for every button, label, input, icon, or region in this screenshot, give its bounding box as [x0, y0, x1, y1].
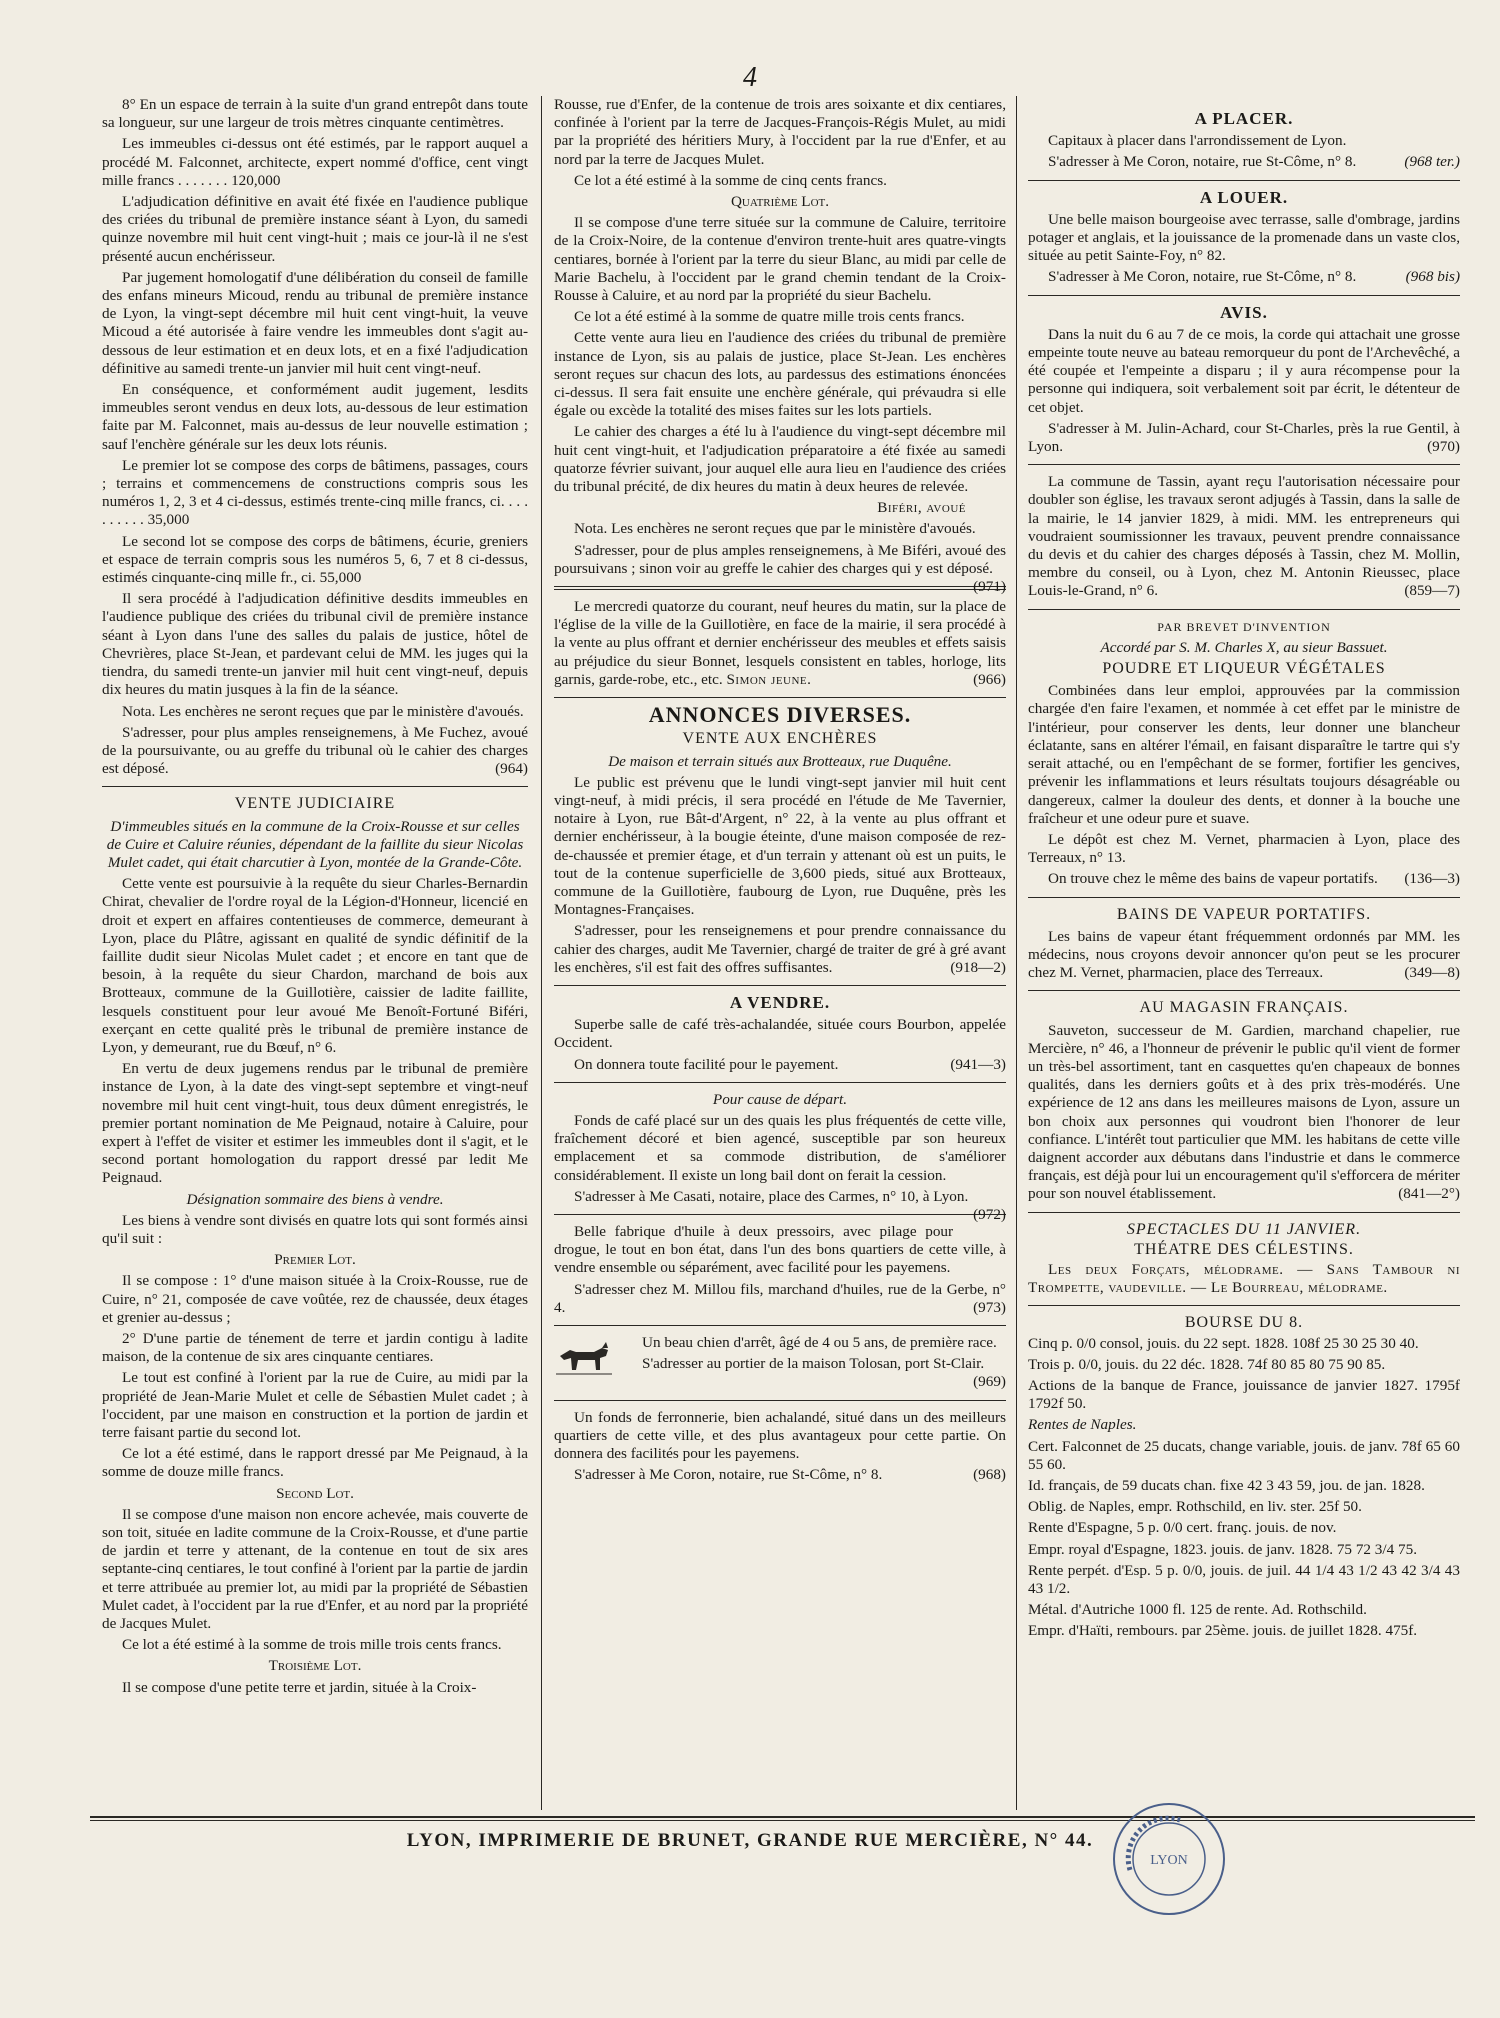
paragraph: Il se compose d'une maison non encore achevée, mais couverte de son toit, située en ladite commune de la Croix-Rousse, et d'une partie de jardin et terre y attenant, de la contenue en tout de six ares septante-cinq centiares, le tout confiné à l'orient par la partie de jardin et terre attribuée au premier lot, au midi par la propriété de Sébastien Mulet cadet, à l'occident par la rue d'Enfer, et au nord par la propriété de Jacques Mulet.: [102, 1505, 528, 1633]
lot-heading: Troisième Lot.: [268, 1657, 362, 1675]
ad-reference: (968): [973, 1466, 1006, 1484]
separator: [554, 1400, 1006, 1401]
paragraph: [554, 541, 1006, 596]
lot-heading: Premier Lot.: [274, 1251, 356, 1269]
library-stamp: [1110, 1800, 1228, 1918]
paragraph: [554, 1187, 1006, 1223]
paragraph: [1028, 928, 1460, 983]
column-rule-2: [1016, 96, 1017, 1810]
ad-reference: (970): [1427, 438, 1460, 456]
separator: [554, 589, 1006, 590]
bottom-rule: [90, 1816, 1475, 1818]
paragraph-text: S'adresser chez M. Millou fils, marchand d'huiles, rue de la Gerbe, n° 4.: [554, 1280, 1006, 1316]
section-title: THÉATRE DES CÉLESTINS.: [1134, 1240, 1354, 1258]
bourse-line: Métal. d'Autriche 1000 fl. 125 de rente. Ad. Rothschild.: [1028, 1601, 1367, 1619]
separator: [1028, 897, 1460, 898]
ad-kicker: PAR BREVET D'INVENTION: [1157, 619, 1331, 634]
signature-text: Simon jeune.: [726, 670, 812, 688]
separator: [1028, 464, 1460, 465]
paragraph: En conséquence, et conformément audit jugement, lesdits immeubles seront vendus en deux lots, au-dessous de leur estimation faite par M. Falconnet, mais au-dessus de leur nouvelle estimation ; sauf l'enchère générale sur les deux lots réunis.: [102, 381, 528, 453]
ad-reference: (964): [495, 760, 528, 778]
bourse-line: Trois p. 0/0, jouis. du 22 déc. 1828. 74f 80 85 80 75 90 85.: [1028, 1355, 1386, 1373]
paragraph-text: Le mercredi quatorze du courant, neuf heures du matin, sur la place de l'église de la ville de la Guillotière, en face de la mairie, il sera procédé à la vente au plus offrant et dernier enchérisseur des meubles et effets saisis au préjudice du sieur Bonnet, lesquels consistent en tables, horloge, lits garnis, garde-robe, etc., etc.: [554, 598, 1006, 688]
ad-title: A PLACER.: [1194, 109, 1294, 128]
paragraph: Ce lot a été estimé, dans le rapport dressé par Me Peignaud, à la somme de douze mille francs.: [102, 1445, 528, 1481]
paragraph: 2° D'une partie de ténement de terre et jardin contigu à ladite maison, de la contenue de six ares cinquante centiares.: [102, 1330, 528, 1366]
paragraph: Le cahier des charges a été lu à l'audience du vingt-sept décembre mil huit cent vingt-huit, et l'adjudication préparatoire a été fixée au samedi quatorze février suivant, jour auquel elle aura lieu en l'audience des criées du tribunal précité, de dix heures du matin à deux heures de relevée.: [554, 423, 1006, 496]
paragraph-text: S'adresser au portier de la maison Tolosan, port St-Clair.: [642, 1355, 985, 1373]
ad-reference: (918—2): [950, 958, 1006, 976]
paragraph: Combinées dans leur emploi, approuvées par la commission chargée d'en faire l'examen, et nommée à cet effet par le ministre de l'intérieur, pour conserver les dents, leur donner une blancheur éclatante, sans en altérer l'émail, en faisant disparaître le tartre qui s'y serait attaché, ou en l'empêchant de se former, fortifier les gencives, prévenir les inflammations et leurs résultats toujours désagréable ou dangereux, calmer la douleur des dents, et donner à la bouche une fraîcheur et une odeur pure et suave.: [1028, 682, 1460, 827]
paragraph: [554, 1466, 1006, 1484]
paragraph: [1028, 1022, 1460, 1204]
paragraph: [554, 922, 1006, 977]
section-title: VENTE JUDICIAIRE: [234, 795, 396, 813]
signature: [554, 499, 1006, 517]
ad-reference: (972): [973, 1205, 1006, 1223]
bottom-rule: [90, 1820, 1475, 1821]
ad-reference: (966): [973, 670, 1006, 688]
paragraph: Une belle maison bourgeoise avec terrasse, salle d'ombrage, jardins potager et anglais, et la jouissance de la promenade dans un vaste clos, située au petit Sainte-Foy, n° 82.: [1028, 210, 1460, 265]
ad-reference: (968 ter.): [1404, 153, 1460, 171]
paragraph: Par jugement homologatif d'une délibération du conseil de famille des enfans mineurs Micoud, rendu au tribunal de première instance de Lyon, la vingt-sept décembre mil huit cent vingt-huit, la veuve Micoud a été autorisée à faire vendre les immeubles dont s'agit au-dessous de leur estimation et en deux lots, et en a fixé l'adjudication définitive au samedi trente-un janvier mil huit cent vingt-neuf.: [102, 268, 528, 377]
paragraph-text: S'adresser, pour de plus amples renseignemens, à Me Biféri, avoué des poursuivans ; sinon voir au greffe le cahier des charges qui y est déposé.: [554, 541, 1006, 577]
paragraph: [1028, 420, 1460, 456]
ad-reference: (136—3): [1404, 870, 1460, 888]
subheading: Désignation sommaire des biens à vendre.: [186, 1190, 444, 1208]
bourse-line: Empr. royal d'Espagne, 1823. jouis. de janv. 1828. 75 72 3/4 75.: [1028, 1540, 1417, 1558]
paragraph: Les biens à vendre sont divisés en quatre lots qui sont formés ainsi qu'il suit :: [102, 1211, 528, 1247]
separator: [1028, 1305, 1460, 1306]
paragraph: Le second lot se compose des corps de bâtimens, écurie, greniers et espace de terrain compris sous les numéros 5, 6, 7 et 8 ci-dessus, estimés cinquante-cinq mille fr., ci. 55,000: [102, 532, 528, 587]
paragraph: L'adjudication définitive en avait été fixée en l'audience publique des criées du tribunal de première instance séant à Lyon, du samedi quinze novembre mil huit cent vingt-huit ; mais ce jour-là il ne s'est présenté aucun enchérisseur.: [102, 193, 528, 265]
paragraph-text: Les bains de vapeur étant fréquemment ordonnés par MM. les médecins, nous croyons devoir annoncer qu'on peut se les procurer chez M. Vernet, pharmacien, place des Terreaux.: [1028, 927, 1460, 982]
nota: Nota. Les enchères ne seront reçues que par le ministère d'avoués.: [122, 702, 524, 720]
ad-title: AU MAGASIN FRANÇAIS.: [1139, 999, 1349, 1017]
dog-icon: [554, 1336, 614, 1378]
paragraph: Il se compose d'une terre située sur la commune de Caluire, territoire de la Croix-Noire, de la contenue d'environ trente-huit ares quatre-vingts centiares, bornée à l'orient par la terre du sieur Blanc, au midi par celle de Marie Bachelu, à l'occident par le grand chemin tendant de la Croix-Rousse à Caluire, et au nord par la propriété du sieur Bachelu.: [554, 214, 1006, 305]
paragraph-text: S'adresser à Me Coron, notaire, rue St-Côme, n° 8.: [1048, 153, 1357, 171]
paragraph: Il se compose : 1° d'une maison située à la Croix-Rousse, rue de Cuire, n° 21, composée de cave voûtée, rez de chaussée, deux étages et grenier au-dessus ;: [102, 1272, 528, 1326]
ad-title: BAINS DE VAPEUR PORTATIFS.: [1116, 905, 1372, 923]
paragraph-text: S'adresser à Me Casati, notaire, place des Carmes, n° 10, à Lyon.: [574, 1187, 969, 1205]
lot-heading: Second Lot.: [276, 1484, 354, 1502]
column-2: [554, 96, 1006, 1816]
paragraph-text: On donnera toute facilité pour le payement.: [574, 1055, 839, 1073]
paragraph-text: S'adresser, pour les renseignemens et pour prendre connaissance du cahier des charges, audit Me Tavernier, chargé de traiter de gré à gré avant les enchères, s'il est fait des offres suffisantes.: [554, 922, 1006, 976]
paragraph: Belle fabrique d'huile à deux pressoirs, avec pilage pour drogue, le tout en bon état, dans l'un des bons quartiers de cette ville, à vendre ensemble ou séparément, avec facilité pour les payemens.: [554, 1222, 1006, 1277]
paragraph: Le public est prévenu que le lundi vingt-sept janvier mil huit cent vingt-neuf, à midi précis, il sera procédé en l'étude de Me Tavernier, notaire à Lyon, rue Bât-d'Argent, n° 22, à la vente au plus offrant et dernier enchérisseur, à la bougie éteinte, d'une maison composée de rez-de-chaussée et premier étage, et d'un terrain y attenant où est un puits, le tout de la contenue superficielle de 3,600 pieds, situé aux Brotteaux, commune de la Guillotière, faubourg de Lyon, rue Duquêne, près les Montagnes-Françaises.: [554, 773, 1006, 919]
section-title: BOURSE DU 8.: [1184, 1314, 1304, 1332]
separator: [554, 586, 1006, 587]
paragraph: Les immeubles ci-dessus ont été estimés, par le rapport auquel a procédé M. Falconnet, architecte, expert nommé d'office, cent vingt mille francs . . . . . . . 120,000: [102, 135, 528, 189]
ad-reference: (968 bis): [1405, 268, 1460, 286]
paragraph: Dans la nuit du 6 au 7 de ce mois, la corde qui attachait une grosse empeinte toute neuve au bateau remorqueur du pont de l'Archevêché, a été coupée et l'empeinte a disparu ; il y aura récompense pour la personne qui indiquera, soit verbalement soit par écrit, le détenteur de cet objet.: [1028, 325, 1460, 416]
paragraph: Fonds de café placé sur un des quais les plus fréquentés de cette ville, fraîchement décoré et bien agencé, susceptible par son heureux emplacement et sa commode distribution, de s'améliorer considérablement. Il existe un long bail dont on ferait la cession.: [554, 1111, 1006, 1184]
paragraph: Un beau chien d'arrêt, âgé de 4 ou 5 ans, de première race.: [642, 1333, 997, 1351]
paragraph: Cette vente aura lieu en l'audience des criées du tribunal de première instance de Lyon, sis au palais de justice, place St-Jean. Les enchères seront reçues sur chacun des lots, au pardessus des estimations énoncées ci-dessus. Il sera fait ensuite une enchère générale, qui prévaudra si elle égale ou excède la totalité des mises faites sur les lots partiels.: [554, 329, 1006, 420]
bourse-line: Oblig. de Naples, empr. Rothschild, en liv. ster. 25f 50.: [1028, 1498, 1362, 1516]
separator: [554, 1214, 1006, 1215]
bourse-line: Empr. d'Haïti, rembours. par 25ème. jouis. de juillet 1828. 475f.: [1028, 1622, 1418, 1640]
bourse-line: Actions de la banque de France, jouissance de janvier 1827. 1795f 1792f 50.: [1028, 1376, 1460, 1413]
paragraph-text: S'adresser à Me Coron, notaire, rue St-Côme, n° 8.: [574, 1466, 883, 1484]
paragraph: Le premier lot se compose des corps de bâtimens, passages, cours ; terrains et commencemens de constructions compris sous les numéros 1, 2, 3 et 4 ci-dessus, estimés trente-cinq mille francs, ci. . . . . . . . . . 35,000: [102, 456, 528, 529]
bourse-line: Cert. Falconnet de 25 ducats, change variable, jouis. de janv. 78f 65 60 55 60.: [1028, 1437, 1460, 1473]
column-rule-1: [541, 96, 542, 1810]
ad-title: A VENDRE.: [729, 992, 831, 1012]
separator: [1028, 990, 1460, 991]
separator: [1028, 295, 1460, 296]
paragraph: [1028, 153, 1460, 171]
ad-title: A LOUER.: [1199, 187, 1289, 207]
paragraph-text: S'adresser à M. Julin-Achard, cour St-Charles, près la rue Gentil, à Lyon.: [1028, 419, 1460, 456]
page-number: 4: [743, 62, 757, 93]
section-title: SPECTACLES DU 11 JANVIER.: [1126, 1220, 1362, 1238]
paragraph: Ce lot a été estimé à la somme de quatre mille trois cents francs.: [574, 308, 965, 326]
section-subtitle: D'immeubles situés en la commune de la Croix-Rousse et sur celles de Cuire et Caluire réunies, dépendant de la faillite du sieur Nicolas Mulet cadet, qui était charcutier à Lyon, montée de la Grande-Côte.: [106, 817, 524, 871]
ad-subtitle: Accordé par S. M. Charles X, au sieur Bassuet.: [1100, 638, 1388, 656]
paragraph-text: La commune de Tassin, ayant reçu l'autorisation nécessaire pour doubler son église, les travaux seront adjugés à Tassin, dans la salle de la mairie, le 14 janvier 1829, à midi. MM. les entrepreneurs qui voudraient soumissionner les travaux, peuvent prendre connaissance du devis et du cahier des charges déposés à Tassin, chez M. Mollin, membre du conseil, ou à Lyon, chez M. Antonin Rieussec, place Louis-le-Grand, n° 6.: [1028, 473, 1460, 600]
separator: [1028, 1212, 1460, 1213]
separator: [554, 1082, 1006, 1083]
lot-heading: Quatrième Lot.: [730, 193, 830, 211]
paragraph: [554, 598, 1006, 689]
signature-text: Biféri, avoué: [877, 499, 966, 517]
bourse-line: Rente perpét. d'Esp. 5 p. 0/0, jouis. de juil. 44 1/4 43 1/2 43 42 3/4 43 43 1/2.: [1028, 1561, 1460, 1598]
ad-reference: (859—7): [1404, 582, 1460, 600]
ad-reference: (971): [973, 578, 1006, 596]
paragraph: Rousse, rue d'Enfer, de la contenue de trois ares soixante et dix centiares, confinée à l'orient par la terre de Jacques-François-Régis Mulet, au midi par la propriété des héritiers Mury, à l'occident par la rue d'Enfer, et au nord par la terre de Jacques Mulet.: [554, 96, 1006, 168]
separator: [1028, 609, 1460, 610]
paragraph: Ce lot a été estimé à la somme de trois mille trois cents francs.: [122, 1636, 502, 1654]
ad-title: AVIS.: [1220, 302, 1268, 322]
separator: [554, 985, 1006, 986]
ad-subtitle: De maison et terrain situés aux Brotteaux, rue Duquêne.: [608, 752, 952, 770]
ad-reference: (941—3): [950, 1055, 1006, 1073]
paragraph: [554, 1355, 1006, 1391]
separator: [102, 786, 528, 787]
ad-reference: (969): [973, 1373, 1006, 1391]
paragraph: [1028, 870, 1460, 888]
bourse-line: Cinq p. 0/0 consol, jouis. du 22 sept. 1828. 108f 25 30 25 30 40.: [1028, 1334, 1419, 1352]
ad-reference: (349—8): [1404, 964, 1460, 982]
ad-subtitle: Pour cause de départ.: [712, 1090, 848, 1108]
column-3: [1028, 96, 1460, 1816]
paragraph: Il se compose d'une petite terre et jardin, située à la Croix-: [122, 1678, 477, 1696]
svg-text:LYON: LYON: [1150, 1853, 1188, 1868]
paragraph: Un fonds de ferronnerie, bien achalandé, situé dans un des meilleurs quartiers de cette ville, et des plus avantageux pour cette partie. On donnera des facilités pour les payemens.: [554, 1408, 1006, 1462]
paragraph: Le dépôt est chez M. Vernet, pharmacien à Lyon, place des Terreaux, n° 13.: [1028, 830, 1460, 867]
separator: [554, 697, 1006, 698]
paragraph: [554, 1281, 1006, 1317]
ad-title: POUDRE ET LIQUEUR VÉGÉTALES: [1102, 660, 1386, 678]
paragraph: [102, 724, 528, 779]
bourse-line: Rentes de Naples.: [1028, 1416, 1137, 1434]
printer-imprint: LYON, IMPRIMERIE DE BRUNET, GRANDE RUE MERCIÈRE, N° 44.: [406, 1830, 1094, 1851]
paragraph: [554, 1056, 1006, 1074]
bourse-line: Id. français, de 59 ducats chan. fixe 42 3 43 59, jou. de jan. 1828.: [1028, 1477, 1425, 1494]
paragraph: Cette vente est poursuivie à la requête du sieur Charles-Bernardin Chirat, chevalier de l'ordre royal de la Légion-d'Honneur, licencié en droit et expert en affaires contentieuses de commerce, demeurant à Lyon, place du Plâtre, agissant en qualité de syndic définitif de la faillite dudit sieur Nicolas Mulet cadet ; et encore en tant que de besoin, à la requête du sieur Chardon, marchand de bois aux Brotteaux, commune de la Guillotière, caissier de ladite faillite, lesquels constituent pour leur avoué Me Benoît-Fortuné Biféri, exerçant en cette qualité près le tribunal de première instance de Lyon, y demeurant, rue du Bœuf, n° 6.: [102, 875, 528, 1056]
dog-ad: [554, 1334, 1006, 1392]
paragraph: Superbe salle de café très-achalandée, située cours Bourbon, appelée Occident.: [554, 1016, 1006, 1052]
paragraph-text: Sauveton, successeur de M. Gardien, marchand chapelier, rue Mercière, n° 46, a l'honneur de prévenir le public qu'il vient de former un très-bel assortiment, tant en casquettes qu'en chapeaux de bonnes qualités, dans les derniers goûts et à des prix très-modérés. Une expérience de 12 ans dans les meilleures maisons de Lyon, assure un bon choix aux personnes qui voudront bien l'honorer de leur confiance. L'intérêt tout particulier que MM. les habitans de cette ville daignent accorder aux débutans dans l'industrie et dans le commerce français, est déjà pour lui un encouragement qu'il s'efforcera de mériter pour son nouvel établissement.: [1028, 1021, 1460, 1203]
ad-title: VENTE AUX ENCHÈRES: [682, 730, 878, 748]
paragraph: Le tout est confiné à l'orient par la rue de Cuire, au midi par la propriété de Jean-Marie Mulet et celle de Sébastien Mulet cadet ; à l'occident, par une maison en construction et la portion de jardin et terre faisant partie du second lot.: [102, 1369, 528, 1442]
paragraph: 8° En un espace de terrain à la suite d'un grand entrepôt dans toute sa longueur, sur une largeur de trois mètres cinquante centimètres.: [102, 96, 528, 132]
paragraph: [1028, 473, 1460, 600]
paragraph: Capitaux à placer dans l'arrondissement de Lyon.: [1048, 132, 1347, 150]
paragraph-text: S'adresser, pour plus amples renseignemens, à Me Fuchez, avoué de la poursuivante, ou au greffe du tribunal où le cahier des charges est déposé.: [102, 723, 528, 778]
paragraph: Les deux Forçats, mélodrame. — Sans Tambour ni Trompette, vaudeville. — Le Bourreau, mélodrame.: [1028, 1260, 1460, 1297]
paragraph: Ce lot a été estimé à la somme de cinq cents francs.: [574, 171, 887, 189]
column-1: [102, 96, 528, 1816]
paragraph: [1028, 268, 1460, 286]
ad-reference: (973): [973, 1298, 1006, 1316]
bourse-line: Rente d'Espagne, 5 p. 0/0 cert. franç. jouis. de nov.: [1028, 1519, 1337, 1537]
separator: [1028, 180, 1460, 181]
paragraph: En vertu de deux jugemens rendus par le tribunal de première instance de Lyon, à la date des vingt-sept septembre et vingt-neuf novembre mil huit cent vingt-huit, tous deux dûment enregistrés, le premier portant nomination de Me Peignaud, notaire à Caluire, pour expert à l'effet de visiter et estimer les immeubles dont il s'agit, et le second portant homologation du rapport dressé par ledit Me Peignaud.: [102, 1060, 528, 1187]
paragraph: Il sera procédé à l'adjudication définitive desdits immeubles en l'audience publique des criées du tribunal civil de première instance séant à Lyon dans l'une des salles du palais de justice, hôtel de Chevrières, place St-Jean, et pardevant celui de MM. les juges qui la tiendra, du samedi trente-un janvier mil huit cent vingt-neuf, depuis dix heures du matin jusques à la fin de la séance.: [102, 590, 528, 699]
section-title: ANNONCES DIVERSES.: [648, 702, 912, 728]
ad-reference: (841—2°): [1398, 1185, 1460, 1203]
paragraph-text: S'adresser à Me Coron, notaire, rue St-Côme, n° 8.: [1048, 268, 1357, 286]
paragraph-text: On trouve chez le même des bains de vapeur portatifs.: [1048, 870, 1378, 888]
separator: [554, 1325, 1006, 1326]
nota: Nota. Les enchères ne seront reçues que par le ministère d'avoués.: [574, 520, 976, 538]
